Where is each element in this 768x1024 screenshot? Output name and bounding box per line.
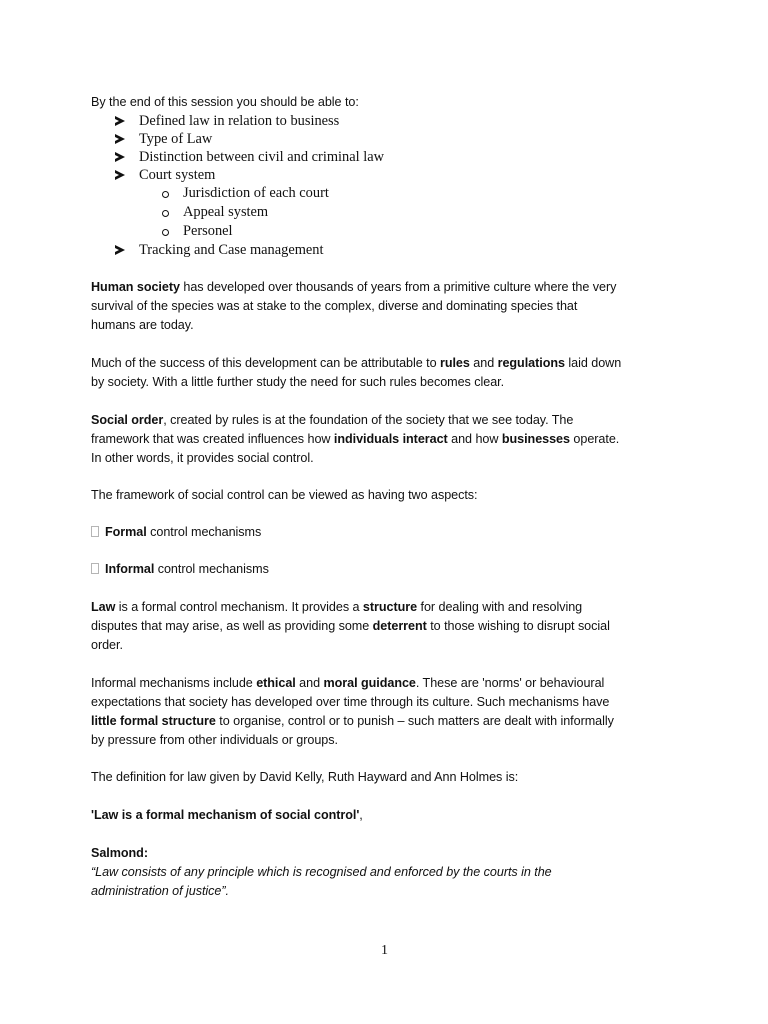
paragraph-definition-intro: The definition for law given by David Kelly, Ruth Hayward and Ann Holmes is: xyxy=(91,770,519,784)
objective-text: Tracking and Case management xyxy=(139,242,324,258)
salmond-quote: Salmond: “Law consists of any principle which is recognised and enforced by the courts in the administration of justice”. xyxy=(91,846,552,898)
bold-term: Social order xyxy=(91,413,164,427)
missing-glyph-icon xyxy=(91,526,99,537)
paragraph-framework: The framework of social control can be viewed as having two aspects: xyxy=(91,488,478,502)
bold-term: rules xyxy=(439,356,470,370)
paragraph-human-society: Human society has developed over thousands of years from a primitive culture where the very survival of the species was at stake to the complex, diverse and dominating species that humans are today. xyxy=(91,280,617,332)
bold-term: 'Law is a formal mechanism of social control' xyxy=(91,808,360,822)
arrow-bullet-icon xyxy=(115,245,125,255)
court-sub-text: Appeal system xyxy=(183,204,269,220)
page-number: 1 xyxy=(381,943,388,958)
bold-term: moral guidance xyxy=(323,676,416,690)
court-sub-text: Jurisdiction of each court xyxy=(183,185,329,201)
bold-term: businesses xyxy=(501,432,570,446)
bold-term: structure xyxy=(362,600,418,614)
salmond-label: Salmond: xyxy=(91,846,148,860)
objective-text: Distinction between civil and criminal law xyxy=(139,149,384,165)
objective-text: Type of Law xyxy=(139,131,213,147)
aspect-formal: Formal control mechanisms xyxy=(91,523,691,542)
arrow-bullet-icon xyxy=(115,134,125,144)
paragraph-rules: Much of the success of this development can be attributable to rules and regulations laid down by society. With a little further study the need for such rules becomes clear. xyxy=(91,356,622,389)
bold-term: Law xyxy=(91,600,116,614)
bold-term: Human society xyxy=(91,280,180,294)
objective-text: Defined law in relation to business xyxy=(139,113,340,129)
bold-term: regulations xyxy=(497,356,565,370)
intro-line: By the end of this session you should be able to: xyxy=(91,95,359,109)
circle-bullet-icon xyxy=(162,229,169,236)
paragraph-law-formal: Law is a formal control mechanism. It provides a structure for dealing with and resolving disputes that may arise, as well as providing some deterrent to those wishing to disrupt social order. xyxy=(91,600,610,652)
paragraph-social-order: Social order, created by rules is at the foundation of the society that we see today. The framework that was created influences how individuals interact and how businesses operate. In other words, it provides social control. xyxy=(91,413,620,465)
arrow-bullet-icon xyxy=(115,152,125,162)
bold-term: Informal xyxy=(105,562,155,576)
arrow-bullet-icon xyxy=(115,170,125,180)
bold-term: Formal xyxy=(105,525,147,539)
circle-bullet-icon xyxy=(162,210,169,217)
paragraph-informal: Informal mechanisms include ethical and moral guidance. These are 'norms' or behavioural expectations that society has developed over time through its culture. Such mechanisms have little formal structure to organise, control or to punish – such matters are dealt with informally by pressure from other individuals or groups. xyxy=(91,676,614,747)
arrow-bullet-icon xyxy=(115,116,125,126)
objective-text: Court system xyxy=(139,167,216,183)
bold-term: individuals interact xyxy=(333,432,448,446)
definition-quote: 'Law is a formal mechanism of social control', xyxy=(91,808,363,822)
bold-term: ethical xyxy=(256,676,296,690)
court-sub-text: Personel xyxy=(183,223,233,239)
missing-glyph-icon xyxy=(91,563,99,574)
aspect-informal: Informal control mechanisms xyxy=(91,560,691,579)
bold-term: deterrent xyxy=(372,619,427,633)
circle-bullet-icon xyxy=(162,191,169,198)
bold-term: little formal structure xyxy=(91,714,216,728)
